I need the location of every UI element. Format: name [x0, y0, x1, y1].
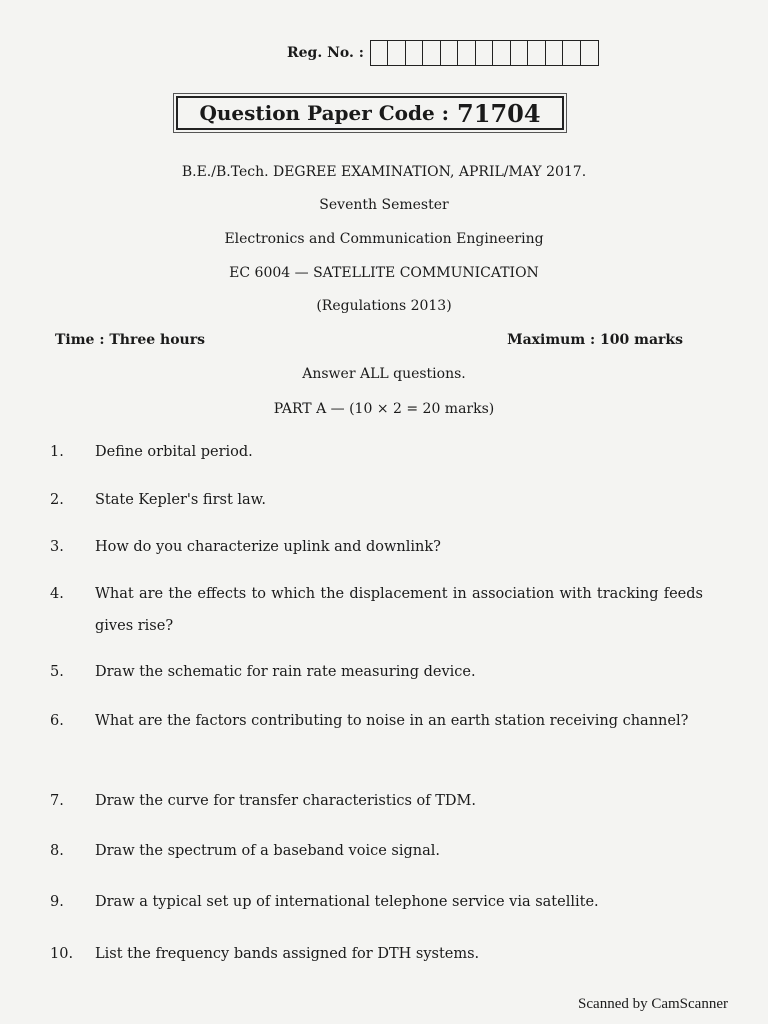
question-text: Draw the curve for transfer characteristics of TDM. — [95, 793, 476, 809]
question-text: State Kepler's first law. — [95, 492, 266, 508]
reg-no-label: Reg. No. : — [287, 45, 364, 61]
question-text: List the frequency bands assigned for DTH systems. — [95, 946, 480, 962]
question-number: 8. — [50, 843, 64, 859]
reg-no-digit-box — [371, 41, 389, 65]
question-number: 3. — [50, 539, 64, 555]
question-number: 1. — [50, 444, 64, 460]
question-text: How do you characterize uplink and downlink? — [95, 539, 441, 555]
reg-no — [287, 40, 599, 66]
exam-title: B.E./B.Tech. DEGREE EXAMINATION, APRIL/MAY 2017. — [181, 164, 587, 180]
question-number: 7. — [50, 793, 64, 809]
question-text: Define orbital period. — [95, 444, 253, 460]
question-number: 6. — [50, 713, 64, 729]
question-number: 4. — [50, 586, 64, 602]
department: Electronics and Communication Engineering — [224, 231, 544, 247]
question-paper-code: 71704 — [457, 98, 541, 128]
scanner-watermark: Scanned by CamScanner — [578, 996, 728, 1012]
reg-no-boxes — [370, 40, 600, 66]
reg-no-digit-box — [581, 41, 599, 65]
reg-no-digit-box — [423, 41, 441, 65]
regulations: (Regulations 2013) — [316, 298, 452, 314]
time-allowed: Time : Three hours — [55, 332, 205, 348]
question-text: Draw a typical set up of international telephone service via satellite. — [95, 894, 599, 910]
instruction: Answer ALL questions. — [302, 366, 466, 382]
question-number: 9. — [50, 894, 64, 910]
reg-no-digit-box — [493, 41, 511, 65]
reg-no-digit-box — [406, 41, 424, 65]
reg-no-digit-box — [388, 41, 406, 65]
reg-no-digit-box — [511, 41, 529, 65]
reg-no-digit-box — [458, 41, 476, 65]
question-text: What are the effects to which the displacement in association with tracking feeds gives rise? — [95, 586, 703, 634]
course-title: EC 6004 — SATELLITE COMMUNICATION — [229, 265, 539, 281]
reg-no-digit-box — [476, 41, 494, 65]
semester: Seventh Semester — [319, 197, 449, 213]
reg-no-digit-box — [563, 41, 581, 65]
part-a-heading: PART A — (10 × 2 = 20 marks) — [273, 401, 495, 417]
reg-no-digit-box — [528, 41, 546, 65]
question-number: 5. — [50, 664, 64, 680]
question-text: Draw the spectrum of a baseband voice signal. — [95, 843, 440, 859]
question-text: What are the factors contributing to noise in an earth station receiving channel? — [95, 713, 689, 729]
reg-no-digit-box — [546, 41, 564, 65]
question-number: 10. — [50, 946, 74, 962]
maximum-marks: Maximum : 100 marks — [507, 332, 683, 348]
question-number: 2. — [50, 492, 64, 508]
question-paper-code-label: Question Paper Code : — [199, 101, 450, 125]
reg-no-digit-box — [441, 41, 459, 65]
question-text: Draw the schematic for rain rate measuring device. — [95, 664, 476, 680]
question-paper-code-box — [176, 96, 564, 130]
